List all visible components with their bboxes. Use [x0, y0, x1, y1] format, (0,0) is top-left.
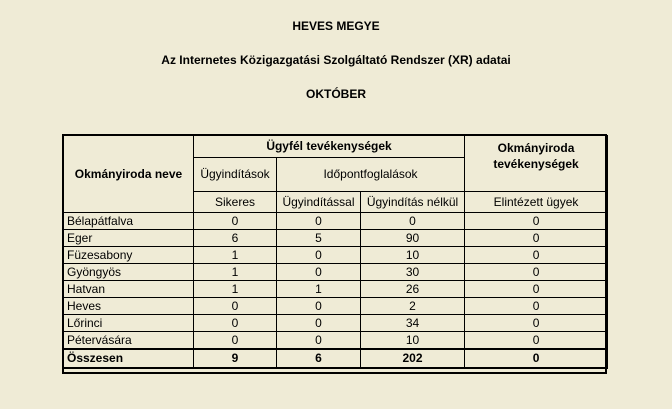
with-initiation-cell: 5	[277, 230, 361, 247]
total-with-initiation: 6	[277, 349, 361, 368]
office-name-cell: Pétervására	[64, 332, 194, 350]
without-initiation-cell: 10	[361, 332, 465, 350]
header-appointment-bookings: Időpontfoglalások	[277, 158, 465, 192]
settled-cell: 0	[465, 332, 608, 350]
successful-cell: 1	[194, 281, 277, 298]
header-without-initiation: Ügyindítás nélkül	[361, 192, 465, 213]
successful-cell: 6	[194, 230, 277, 247]
settled-cell: 0	[465, 281, 608, 298]
settled-cell: 0	[465, 247, 608, 264]
successful-cell: 1	[194, 264, 277, 281]
header-office-activities	[465, 136, 608, 192]
with-initiation-cell: 0	[277, 213, 361, 230]
without-initiation-cell: 30	[361, 264, 465, 281]
without-initiation-cell: 34	[361, 315, 465, 332]
header-office-activities-text: Okmányiroda tevékenységek	[493, 141, 579, 171]
table-row	[64, 213, 608, 230]
office-name-cell: Heves	[64, 298, 194, 315]
header-office-name: Okmányiroda neve	[64, 136, 194, 213]
total-without-initiation: 202	[361, 349, 465, 368]
report-subtitle: Az Internetes Közigazgatási Szolgáltató Rendszer (XR) adatai	[161, 53, 511, 67]
without-initiation-cell: 26	[361, 281, 465, 298]
settled-cell: 0	[465, 298, 608, 315]
office-name-cell: Eger	[64, 230, 194, 247]
table-row	[64, 230, 608, 247]
settled-cell: 0	[465, 230, 608, 247]
with-initiation-cell: 1	[277, 281, 361, 298]
with-initiation-cell: 0	[277, 298, 361, 315]
header-successful: Sikeres	[194, 192, 277, 213]
header-case-initiations: Ügyindítások	[194, 158, 277, 192]
without-initiation-cell: 0	[361, 213, 465, 230]
settled-cell: 0	[465, 213, 608, 230]
office-name-cell: Gyöngyös	[64, 264, 194, 281]
office-name-cell: Hatvan	[64, 281, 194, 298]
office-name-cell: Lőrinci	[64, 315, 194, 332]
with-initiation-cell: 0	[277, 247, 361, 264]
office-name-cell: Füzesabony	[64, 247, 194, 264]
table-row	[64, 298, 608, 315]
with-initiation-cell: 0	[277, 315, 361, 332]
county-title: HEVES MEGYE	[292, 19, 380, 33]
successful-cell: 0	[194, 213, 277, 230]
office-name-cell: Bélapátfalva	[64, 213, 194, 230]
successful-cell: 0	[194, 332, 277, 350]
table-row	[64, 332, 608, 350]
successful-cell: 0	[194, 298, 277, 315]
settled-cell: 0	[465, 315, 608, 332]
settled-cell: 0	[465, 264, 608, 281]
total-label: Összesen	[64, 349, 194, 368]
table-row	[64, 247, 608, 264]
table-row	[64, 264, 608, 281]
statistics-table	[63, 135, 608, 369]
with-initiation-cell: 0	[277, 332, 361, 350]
successful-cell: 0	[194, 315, 277, 332]
table-row	[64, 315, 608, 332]
header-client-activities: Ügyfél tevékenységek	[194, 136, 465, 158]
total-successful: 9	[194, 349, 277, 368]
successful-cell: 1	[194, 247, 277, 264]
total-settled: 0	[465, 349, 608, 368]
without-initiation-cell: 10	[361, 247, 465, 264]
table-row	[64, 281, 608, 298]
without-initiation-cell: 2	[361, 298, 465, 315]
header-with-initiation: Ügyindítással	[277, 192, 361, 213]
month-title: OKTÓBER	[306, 87, 366, 101]
without-initiation-cell: 90	[361, 230, 465, 247]
total-row	[64, 349, 608, 368]
header-settled-cases: Elintézett ügyek	[465, 192, 608, 213]
with-initiation-cell: 0	[277, 264, 361, 281]
